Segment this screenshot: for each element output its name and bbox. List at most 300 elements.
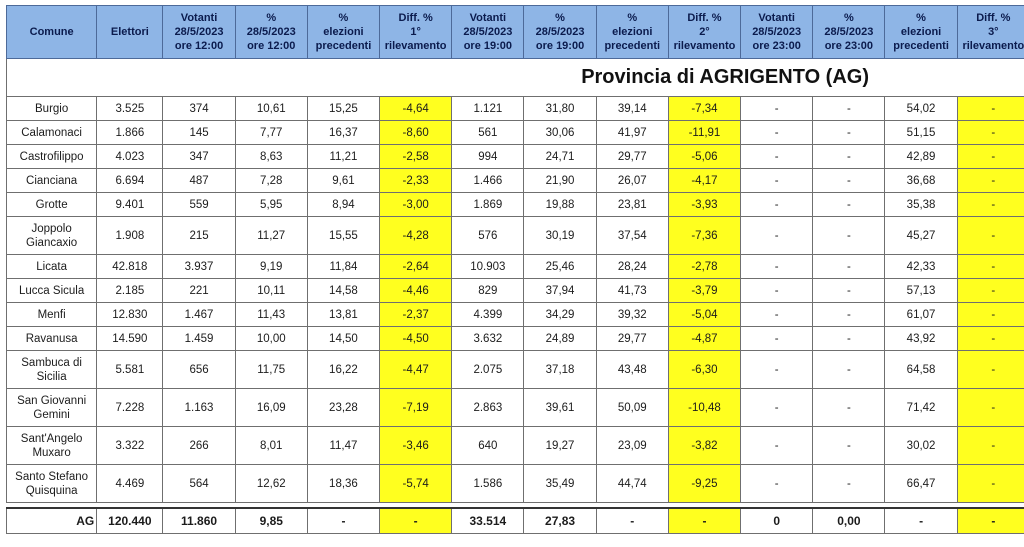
table-row — [7, 351, 1024, 389]
table-cell: 1.466 — [452, 169, 524, 193]
column-header-line: Diff. % — [687, 12, 722, 24]
table-row — [7, 389, 1024, 427]
table-cell: 487 — [163, 169, 235, 193]
comune-name — [7, 427, 97, 465]
table-cell: 31,80 — [524, 97, 596, 121]
table-cell: 1.163 — [163, 389, 235, 427]
table-cell: 2.863 — [452, 389, 524, 427]
table-cell: - — [741, 145, 813, 169]
column-header-line: 28/5/2023 — [824, 26, 874, 38]
table-cell: -4,64 — [380, 97, 452, 121]
table-cell: - — [813, 389, 885, 427]
table-cell: -3,00 — [380, 193, 452, 217]
table-cell: 43,48 — [596, 351, 668, 389]
table-cell: 39,32 — [596, 303, 668, 327]
total-cell: 11.860 — [163, 508, 235, 534]
table-cell: 39,14 — [596, 97, 668, 121]
table-cell: -2,33 — [380, 169, 452, 193]
table-cell: 50,09 — [596, 389, 668, 427]
table-cell: 42.818 — [97, 255, 163, 279]
table-cell: 2.185 — [97, 279, 163, 303]
table-cell: 656 — [163, 351, 235, 389]
table-cell: 11,27 — [235, 217, 307, 255]
table-cell: 23,81 — [596, 193, 668, 217]
comune-name — [7, 327, 97, 351]
table-cell: 6.694 — [97, 169, 163, 193]
table-cell: -11,91 — [668, 121, 740, 145]
table-cell: - — [741, 193, 813, 217]
table-cell: 559 — [163, 193, 235, 217]
column-header-line: % — [338, 12, 349, 24]
table-cell: -6,30 — [668, 351, 740, 389]
table-cell: -4,46 — [380, 279, 452, 303]
table-cell: 45,27 — [885, 217, 957, 255]
total-cell: 0 — [741, 508, 813, 534]
table-cell: 42,33 — [885, 255, 957, 279]
total-cell: - — [596, 508, 668, 534]
table-cell: 12,62 — [235, 465, 307, 503]
comune-name — [7, 279, 97, 303]
total-row — [7, 508, 1024, 534]
column-header-line: elezioni — [612, 26, 653, 38]
table-cell: 1.908 — [97, 217, 163, 255]
comune-name — [7, 255, 97, 279]
table-cell: 10,11 — [235, 279, 307, 303]
table-cell: 3.937 — [163, 255, 235, 279]
table-cell: 57,13 — [885, 279, 957, 303]
column-header-line: % — [266, 12, 277, 24]
table-cell: - — [957, 389, 1024, 427]
column-header-line: elezioni — [323, 26, 364, 38]
table-row — [7, 465, 1024, 503]
table-cell: 7,77 — [235, 121, 307, 145]
table-cell: 4.023 — [97, 145, 163, 169]
table-cell: -7,34 — [668, 97, 740, 121]
column-header-line: % — [555, 12, 565, 24]
table-cell: 561 — [452, 121, 524, 145]
table-cell: - — [741, 97, 813, 121]
column-header-line: % — [843, 12, 854, 24]
table-cell: - — [813, 169, 885, 193]
table-cell: 35,49 — [524, 465, 596, 503]
table-row — [7, 193, 1024, 217]
table-cell: -7,36 — [668, 217, 740, 255]
table-cell: 26,07 — [596, 169, 668, 193]
column-header-line: 28/5/2023 — [535, 26, 585, 38]
table-cell: 1.467 — [163, 303, 235, 327]
total-cell: 120.440 — [97, 508, 163, 534]
column-header-line: % — [627, 12, 638, 24]
table-cell: - — [813, 121, 885, 145]
table-cell: - — [957, 255, 1024, 279]
table-row — [7, 169, 1024, 193]
column-header-line: 28/5/2023 — [752, 26, 802, 38]
table-row — [7, 217, 1024, 255]
table-cell: 3.525 — [97, 97, 163, 121]
total-cell: - — [307, 508, 379, 534]
table-cell: -10,48 — [668, 389, 740, 427]
table-cell: - — [741, 279, 813, 303]
column-header-line: ore 23:00 — [752, 40, 801, 52]
column-header — [452, 6, 524, 59]
table-cell: 12.830 — [97, 303, 163, 327]
total-cell: - — [380, 508, 452, 534]
table-cell: 8,01 — [235, 427, 307, 465]
table-cell: - — [957, 193, 1024, 217]
total-cell: - — [957, 508, 1024, 534]
table-cell: - — [813, 145, 885, 169]
table-cell: - — [957, 217, 1024, 255]
table-cell: 829 — [452, 279, 524, 303]
table-cell: 23,28 — [307, 389, 379, 427]
table-cell: -3,93 — [668, 193, 740, 217]
comune-name-line: San Giovanni — [17, 394, 87, 407]
column-header-line: % — [916, 12, 926, 24]
comune-name-line: Sant'Angelo — [20, 432, 83, 445]
column-header-line: precedenti — [315, 40, 372, 52]
table-cell: 5,95 — [235, 193, 307, 217]
comune-name — [7, 97, 97, 121]
table-cell: 37,54 — [596, 217, 668, 255]
table-cell: 66,47 — [885, 465, 957, 503]
column-header-line: Comune — [29, 26, 74, 38]
column-header-line: elezioni — [900, 26, 942, 38]
column-header-line: 1° — [410, 26, 421, 38]
table-row — [7, 145, 1024, 169]
column-header-line: Diff. % — [398, 12, 433, 24]
table-cell: 36,68 — [885, 169, 957, 193]
table-cell: 1.869 — [452, 193, 524, 217]
table-row — [7, 255, 1024, 279]
table-cell: 28,24 — [596, 255, 668, 279]
column-header-line: ore 23:00 — [824, 40, 874, 52]
column-header-line: ore 12:00 — [247, 40, 296, 52]
table-cell: -4,28 — [380, 217, 452, 255]
comune-name-line: Sambuca di — [21, 356, 82, 369]
comune-name-line: Giancaxio — [26, 236, 78, 249]
column-header-line: 2° — [699, 26, 710, 38]
table-cell: 14,58 — [307, 279, 379, 303]
table-cell: -5,06 — [668, 145, 740, 169]
table-cell: 42,89 — [885, 145, 957, 169]
total-cell: 0,00 — [813, 508, 885, 534]
table-cell: 19,88 — [524, 193, 596, 217]
total-label: AG — [7, 508, 97, 534]
comune-name — [7, 121, 97, 145]
comune-name — [7, 303, 97, 327]
column-header — [668, 6, 740, 59]
table-cell: 29,77 — [596, 327, 668, 351]
comune-name — [7, 169, 97, 193]
column-header-line: rilevamento — [673, 40, 736, 52]
table-cell: - — [957, 121, 1024, 145]
comune-name — [7, 145, 97, 169]
table-cell: 29,77 — [596, 145, 668, 169]
table-cell: 2.075 — [452, 351, 524, 389]
table-cell: -7,19 — [380, 389, 452, 427]
table-cell: 24,89 — [524, 327, 596, 351]
table-cell: 15,55 — [307, 217, 379, 255]
table-cell: - — [741, 427, 813, 465]
table-cell: - — [813, 217, 885, 255]
table-cell: 1.459 — [163, 327, 235, 351]
table-cell: 16,09 — [235, 389, 307, 427]
table-cell: 3.632 — [452, 327, 524, 351]
column-header-line: Votanti — [180, 12, 218, 24]
table-row — [7, 121, 1024, 145]
comune-name-line: Cianciana — [26, 174, 78, 187]
table-cell: -3,79 — [668, 279, 740, 303]
table-cell: - — [741, 121, 813, 145]
column-header-line: ore 19:00 — [535, 40, 585, 52]
table-cell: 14,50 — [307, 327, 379, 351]
total-cell: - — [885, 508, 957, 534]
table-cell: -3,46 — [380, 427, 452, 465]
province-row — [7, 59, 1024, 97]
column-header-line: precedenti — [893, 40, 949, 52]
table-cell: - — [957, 427, 1024, 465]
table-cell: -2,64 — [380, 255, 452, 279]
table-cell: 5.581 — [97, 351, 163, 389]
column-header — [741, 6, 813, 59]
column-header — [307, 6, 379, 59]
table-row — [7, 97, 1024, 121]
table-cell: - — [813, 255, 885, 279]
comune-name-line: Lucca Sicula — [19, 284, 85, 297]
table-cell: 25,46 — [524, 255, 596, 279]
table-cell: -4,47 — [380, 351, 452, 389]
table-row — [7, 327, 1024, 351]
column-header — [524, 6, 596, 59]
table-cell: 1.866 — [97, 121, 163, 145]
table-cell: 18,36 — [307, 465, 379, 503]
table-cell: - — [813, 193, 885, 217]
table-cell: 11,21 — [307, 145, 379, 169]
column-header-line: rilevamento — [962, 40, 1024, 52]
table-cell: - — [741, 169, 813, 193]
table-cell: -4,17 — [668, 169, 740, 193]
table-cell: 19,27 — [524, 427, 596, 465]
table-body — [7, 59, 1024, 534]
table-row — [7, 427, 1024, 465]
table-cell: -2,37 — [380, 303, 452, 327]
column-header-line: Diff. % — [976, 12, 1011, 24]
total-cell: - — [668, 508, 740, 534]
column-header — [380, 6, 452, 59]
table-cell: 9.401 — [97, 193, 163, 217]
column-header-line: Votanti — [758, 12, 795, 24]
comune-name-line: Muxaro — [32, 446, 71, 459]
table-cell: 15,25 — [307, 97, 379, 121]
table-cell: - — [813, 465, 885, 503]
table-cell: 16,22 — [307, 351, 379, 389]
table-cell: 37,94 — [524, 279, 596, 303]
table-cell: -5,04 — [668, 303, 740, 327]
table-cell: -4,50 — [380, 327, 452, 351]
table-cell: 4.469 — [97, 465, 163, 503]
comune-name-line: Quisquina — [25, 484, 78, 497]
table-cell: 64,58 — [885, 351, 957, 389]
table-cell: - — [741, 217, 813, 255]
table-cell: 9,19 — [235, 255, 307, 279]
header-row — [7, 6, 1024, 59]
total-cell: 27,83 — [524, 508, 596, 534]
comune-name — [7, 351, 97, 389]
table-cell: - — [813, 97, 885, 121]
table-cell: 61,07 — [885, 303, 957, 327]
table-cell: 11,43 — [235, 303, 307, 327]
table-cell: -9,25 — [668, 465, 740, 503]
table-cell: 4.399 — [452, 303, 524, 327]
table-cell: 11,75 — [235, 351, 307, 389]
table-cell: 564 — [163, 465, 235, 503]
comune-name — [7, 465, 97, 503]
column-header-line: precedenti — [604, 40, 661, 52]
table-cell: 34,29 — [524, 303, 596, 327]
comune-name-line: Menfi — [37, 308, 66, 321]
table-cell: 7.228 — [97, 389, 163, 427]
comune-name-line: Calamonaci — [21, 126, 82, 139]
table-cell: - — [813, 303, 885, 327]
table-cell: - — [957, 279, 1024, 303]
table-cell: 3.322 — [97, 427, 163, 465]
province-title: Provincia di AGRIGENTO (AG) — [7, 59, 1024, 97]
column-header — [163, 6, 235, 59]
column-header-line: ore 12:00 — [174, 40, 224, 52]
total-cell: 9,85 — [235, 508, 307, 534]
table-cell: -8,60 — [380, 121, 452, 145]
table-cell: 30,02 — [885, 427, 957, 465]
table-cell: - — [957, 351, 1024, 389]
table-cell: -5,74 — [380, 465, 452, 503]
table-cell: - — [741, 327, 813, 351]
table-cell: 266 — [163, 427, 235, 465]
table-cell: 51,15 — [885, 121, 957, 145]
table-cell: 1.586 — [452, 465, 524, 503]
table-cell: 41,97 — [596, 121, 668, 145]
table-cell: - — [741, 389, 813, 427]
table-cell: - — [813, 279, 885, 303]
table-cell: 221 — [163, 279, 235, 303]
column-header — [885, 6, 957, 59]
table-cell: 9,61 — [307, 169, 379, 193]
column-header-line: rilevamento — [384, 40, 447, 52]
table-cell: - — [957, 97, 1024, 121]
turnout-table — [6, 5, 1024, 534]
comune-name — [7, 193, 97, 217]
column-header-line: 3° — [988, 26, 999, 38]
comune-name — [7, 217, 97, 255]
table-cell: - — [813, 327, 885, 351]
table-cell: - — [957, 169, 1024, 193]
table-cell: 11,47 — [307, 427, 379, 465]
table-cell: -2,58 — [380, 145, 452, 169]
comune-name-line: Sicilia — [36, 370, 67, 383]
table-cell: -4,87 — [668, 327, 740, 351]
table-cell: - — [813, 351, 885, 389]
table-cell: 44,74 — [596, 465, 668, 503]
table-cell: 13,81 — [307, 303, 379, 327]
table-cell: -3,82 — [668, 427, 740, 465]
table-cell: - — [741, 465, 813, 503]
table-cell: 43,92 — [885, 327, 957, 351]
comune-name-line: Santo Stefano — [15, 470, 89, 483]
table-cell: 10.903 — [452, 255, 524, 279]
table-cell: - — [741, 351, 813, 389]
table-cell: 23,09 — [596, 427, 668, 465]
table-cell: 71,42 — [885, 389, 957, 427]
column-header-line: 28/5/2023 — [246, 26, 296, 38]
column-header-line: 28/5/2023 — [174, 26, 224, 38]
table-cell: 10,61 — [235, 97, 307, 121]
table-cell: 30,06 — [524, 121, 596, 145]
column-header-line: Elettori — [110, 26, 149, 38]
table-cell: 994 — [452, 145, 524, 169]
table-cell: 14.590 — [97, 327, 163, 351]
table-cell: 35,38 — [885, 193, 957, 217]
comune-name-line: Grotte — [35, 198, 68, 211]
table-cell: - — [741, 303, 813, 327]
table-cell: 576 — [452, 217, 524, 255]
column-header-line: Votanti — [469, 12, 507, 24]
table-cell: 24,71 — [524, 145, 596, 169]
column-header — [97, 6, 163, 59]
column-header-line: ore 19:00 — [463, 40, 512, 52]
table-cell: 1.121 — [452, 97, 524, 121]
table-cell: 640 — [452, 427, 524, 465]
column-header — [596, 6, 668, 59]
column-header — [813, 6, 885, 59]
table-cell: - — [741, 255, 813, 279]
column-header — [7, 6, 97, 59]
column-header-line: 28/5/2023 — [463, 26, 513, 38]
table-cell: 7,28 — [235, 169, 307, 193]
table-cell: 215 — [163, 217, 235, 255]
total-cell: 33.514 — [452, 508, 524, 534]
comune-name-line: Gemini — [33, 408, 70, 421]
comune-name — [7, 389, 97, 427]
table-cell: 145 — [163, 121, 235, 145]
table-cell: 374 — [163, 97, 235, 121]
table-cell: 11,84 — [307, 255, 379, 279]
table-cell: 16,37 — [307, 121, 379, 145]
table-cell: 8,94 — [307, 193, 379, 217]
comune-name-line: Joppolo — [31, 222, 72, 235]
table-cell: 10,00 — [235, 327, 307, 351]
comune-name-line: Castrofilippo — [19, 150, 84, 163]
column-header — [235, 6, 307, 59]
comune-name-line: Ravanusa — [25, 332, 78, 345]
comune-name-line: Licata — [36, 260, 67, 273]
table-cell: - — [957, 465, 1024, 503]
table-cell: 8,63 — [235, 145, 307, 169]
table-cell: 39,61 — [524, 389, 596, 427]
column-header — [957, 6, 1024, 59]
table-cell: 37,18 — [524, 351, 596, 389]
table-row — [7, 303, 1024, 327]
table-cell: - — [957, 145, 1024, 169]
table-row — [7, 279, 1024, 303]
table-cell: 21,90 — [524, 169, 596, 193]
table-cell: 347 — [163, 145, 235, 169]
table-cell: - — [957, 303, 1024, 327]
table-cell: - — [957, 327, 1024, 351]
table-cell: -2,78 — [668, 255, 740, 279]
table-cell: 41,73 — [596, 279, 668, 303]
table-cell: 54,02 — [885, 97, 957, 121]
comune-name-line: Burgio — [35, 102, 69, 115]
table-cell: 30,19 — [524, 217, 596, 255]
